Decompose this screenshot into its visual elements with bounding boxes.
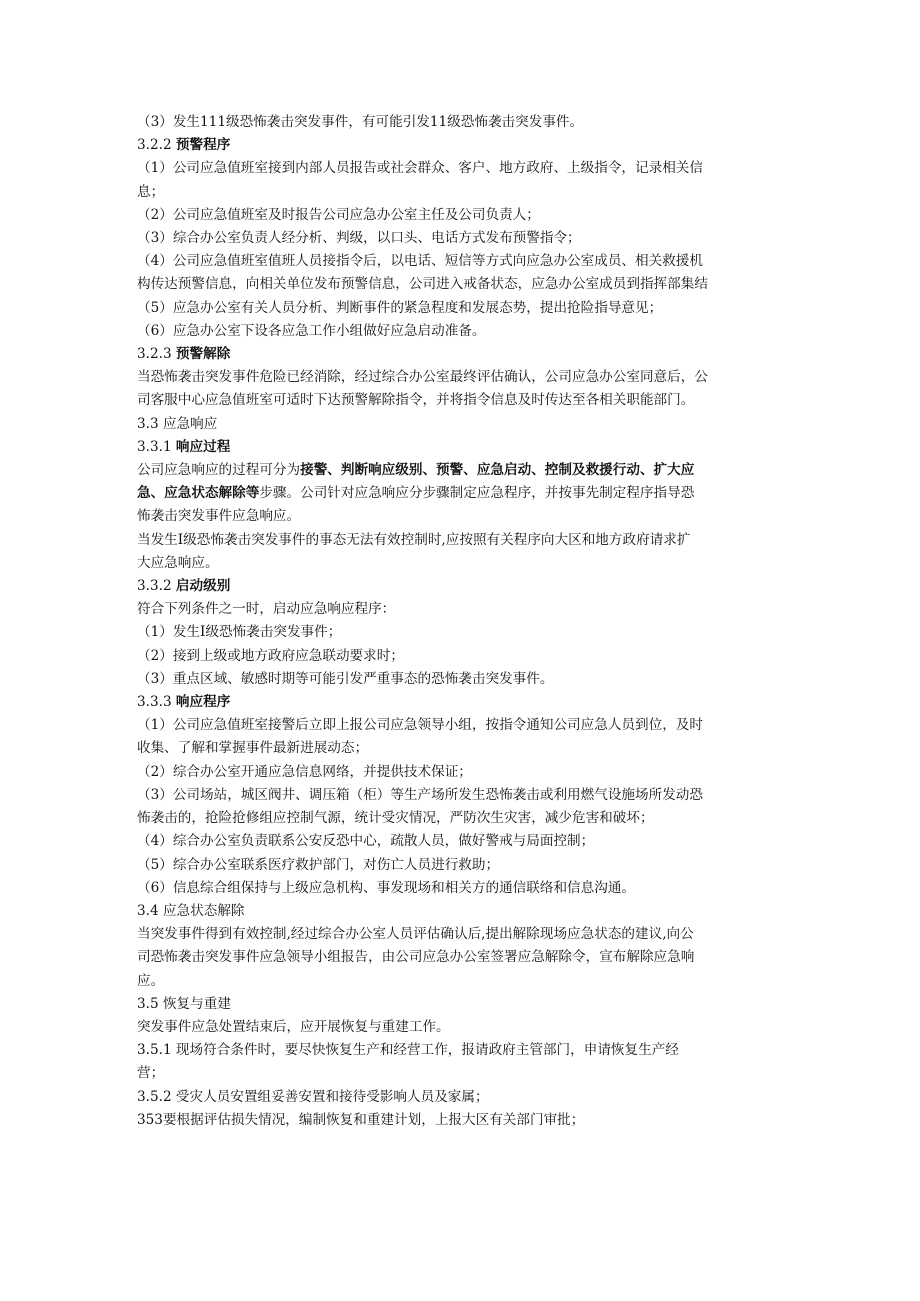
section-number: 3.3.3 [137,694,172,711]
paragraph-line: 3.3 应急响应 [137,415,218,432]
section-number: 3.3.2 [137,578,172,595]
paragraph-line: 怖袭击突发事件应急响应。 [137,508,301,525]
paragraph-line: （1）公司应急值班室接到内部人员报告或社会群众、客户、地方政府、上级指令，记录相关信 [137,160,703,177]
text-run: 公司应急响应的过程可分为 [137,462,301,479]
section-title: 预警解除 [175,346,231,363]
paragraph-line: 息； [137,183,165,200]
paragraph-line: 怖袭击的，抢险抢修组应控制气源，统计受灾情况，严防次生灾害，减少危害和破坏； [137,810,654,827]
paragraph-line: （3）综合办公室负责人经分析、判级，以口头、电话方式发布预警指令； [137,230,581,247]
section-title: 响应程序 [175,694,231,711]
section-heading [137,436,787,459]
paragraph-line: 3.5.2 受灾人员安置组妥善安置和接待受影响人员及家属； [137,1088,489,1105]
section-heading [137,134,787,157]
paragraph-line: 收集、了解和掌握事件最新进展动态； [137,740,369,757]
paragraph-line: 构传达预警信息，向相关单位发布预警信息，公司进入戒备状态，应急办公室成员到指挥部集结 [137,276,708,293]
paragraph-line: 符合下列条件之一时，启动应急响应程序： [137,601,396,618]
paragraph-line [137,482,787,505]
paragraph-line: 突发事件应急处置结束后，应开展恢复与重建工作。 [137,1018,450,1035]
section-title: 响应过程 [175,438,231,455]
document-body [137,111,787,1132]
bold-text: 接警、判断响应级别、预警、应急启动、控制及救援行动、扩大应 [300,462,695,479]
paragraph-line: 司恐怖袭击突发事件应急领导小组报告，由公司应急办公室签署应急解除令，宣布解除应急响 [137,949,695,966]
paragraph-line: （2）接到上级或地方政府应急联动要求时； [137,647,404,664]
paragraph-line: （3）公司场站，城区阀井、调压箱（柜）等生产场所发生恐怖袭击或利用燃气设施场所发动恐 [137,786,703,803]
paragraph-line: 司客服中心应急值班室可适时下达预警解除指令，并将指令信息及时传达至各相关职能部门。 [137,392,695,409]
paragraph-line: 大应急响应。 [137,554,219,571]
paragraph-line: （4）公司应急值班室值班人员接指令后，以电话、短信等方式向应急办公室成员、相关救援机 [137,253,703,270]
paragraph-line: 应。 [137,972,165,989]
paragraph-line: 当恐怖袭击突发事件危险已经消除，经过综合办公室最终评估确认，公司应急办公室同意后，公 [137,369,708,386]
paragraph-line: （5）应急办公室有关人员分析、判断事件的紧急程度和发展态势，提出抢险指导意见； [137,299,663,316]
paragraph-line: 353要根据评估损失情况，编制恢复和重建计划，上报大区有关部门审批； [137,1111,585,1128]
paragraph-line: （2）综合办公室开通应急信息网络，并提供技术保证； [137,763,472,780]
paragraph-line: （6）信息综合组保持与上级应急机构、事发现场和相关方的通信联络和信息沟通。 [137,879,636,896]
section-heading [137,575,787,598]
section-title: 预警程序 [175,137,231,154]
paragraph-line [137,459,787,482]
paragraph-line: 3.4 应急状态解除 [137,902,245,919]
section-number: 3.2.2 [137,137,172,154]
paragraph-line: （3）重点区域、敏感时期等可能引发严重事态的恐怖袭击突发事件。 [137,670,554,687]
paragraph-line: 当发生I级恐怖袭击突发事件的事态无法有效控制时,应按照有关程序向大区和地方政府请求扩 [137,531,691,548]
section-heading [137,691,787,714]
paragraph-line: （1）公司应急值班室接警后立即上报公司应急领导小组，按指令通知公司应急人员到位，及时 [137,717,703,734]
paragraph-line: 当突发事件得到有效控制,经过综合办公室人员评估确认后,提出解除现场应急状态的建议,向公 [137,926,694,943]
bold-text: 急、应急状态解除等 [137,485,260,502]
paragraph-line: （3）发生111级恐怖袭击突发事件，有可能引发11级恐怖袭击突发事件。 [137,114,584,130]
paragraph-line: （6）应急办公室下设各应急工作小组做好应急启动准备。 [137,322,486,339]
paragraph-line: （5）综合办公室联系医疗救护部门，对伤亡人员进行救助； [137,856,500,873]
text-run: 步骤。公司针对应急响应分步骤制定应急程序，并按事先制定程序指导恐 [259,485,695,502]
section-number: 3.2.3 [137,346,172,363]
paragraph-line: 3.5.1 现场符合条件时，要尽快恢复生产和经营工作，报请政府主管部门，申请恢复生产经 [137,1042,679,1059]
section-number: 3.3.1 [137,438,172,455]
paragraph-line: （4）综合办公室负责联系公安反恐中心，疏散人员，做好警戒与局面控制； [137,833,595,850]
paragraph-line: （2）公司应急值班室及时报告公司应急办公室主任及公司负责人； [137,206,540,223]
paragraph-line: 3.5 恢复与重建 [137,995,231,1012]
section-title: 启动级别 [175,578,231,595]
paragraph-line: （1）发生I级恐怖袭击突发事件； [137,624,342,641]
section-heading [137,343,787,366]
paragraph-line: 营； [137,1065,165,1082]
